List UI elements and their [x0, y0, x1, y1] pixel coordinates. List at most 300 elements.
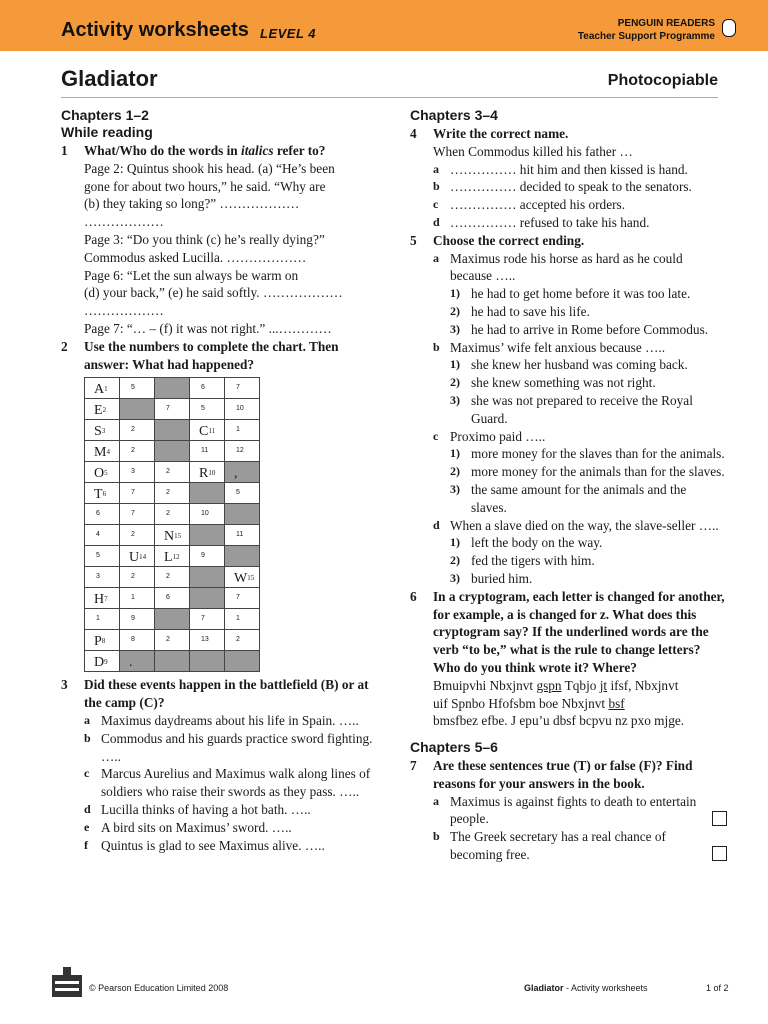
q1-line: Page 6: “Let the sun always be warm on [84, 267, 299, 283]
option-number: 3) [450, 321, 460, 336]
grid-number: 3 [96, 573, 100, 581]
grid-cell [120, 630, 155, 651]
grid-cell [120, 399, 155, 420]
grid-cell [225, 546, 260, 567]
item [433, 161, 725, 179]
option-number: 2) [450, 375, 460, 390]
item-letter: f [84, 837, 88, 852]
grid-cell [225, 441, 260, 462]
item [433, 214, 725, 232]
grid-number: 3 [131, 468, 135, 476]
question-5 [410, 232, 725, 588]
crypto-text: bmsfbez efbe. J epu’u dbsf bcpvu nz pxo mjge. [433, 713, 685, 729]
grid-number: 11 [236, 531, 244, 539]
grid-cell [225, 483, 260, 504]
grid-number: 2 [166, 489, 170, 497]
item [84, 765, 376, 801]
q1-lines [84, 160, 376, 338]
grid-letter-number: 15 [247, 574, 255, 583]
item [433, 178, 725, 196]
grid-row [85, 546, 260, 567]
answer-checkbox[interactable] [712, 811, 727, 826]
grid-cell [120, 420, 155, 441]
grid-cell [190, 525, 225, 546]
grid-cell [155, 546, 190, 567]
grid-number: 6 [96, 510, 100, 518]
publisher-line1: PENGUIN READERS [617, 18, 715, 29]
grid-cell [190, 378, 225, 399]
grid-number: 11 [201, 447, 209, 455]
grid-number: 10 [201, 510, 209, 518]
item [433, 196, 725, 214]
grid-cell [85, 420, 120, 441]
grid-cell [85, 588, 120, 609]
option-number: 3) [450, 392, 460, 407]
grid-cell [225, 525, 260, 546]
grid-letter: $H^7$ [94, 592, 108, 608]
crypto-text: Bmuipvhi Nbxjnvt [433, 677, 537, 693]
header-bar [0, 0, 768, 51]
question-6 [410, 588, 725, 730]
item-text: Maximus’ wife felt anxious because ….. [450, 339, 666, 355]
q5-items [433, 250, 725, 588]
item-letter: a [433, 250, 439, 265]
option-text: fed the tigers with him. [471, 553, 595, 569]
q1-text: What/Who do the words in [84, 143, 242, 158]
photocopiable-label: Photocopiable [607, 72, 718, 89]
grid-cell [155, 651, 190, 672]
option [450, 481, 725, 517]
question-number: 3 [61, 677, 68, 693]
grid-cell [155, 420, 190, 441]
grid-cell [155, 504, 190, 525]
grid-cell [155, 525, 190, 546]
option [450, 374, 725, 392]
item [84, 819, 376, 837]
grid-number: 2 [131, 531, 135, 539]
option-number: 3) [450, 570, 460, 585]
option-text: more money for the slaves than for the animals. [471, 446, 725, 462]
q1-line: (d) your back,” (e) he said softly. ……………… [84, 285, 343, 301]
option-number: 1) [450, 286, 460, 301]
grid-cell [120, 609, 155, 630]
grid-letter-number: 11 [208, 427, 216, 436]
grid-letter-number: 3 [101, 427, 106, 436]
page-number: 1 of 2 [706, 983, 729, 993]
grid-cell [155, 483, 190, 504]
cryptogram [433, 677, 725, 730]
grid-cell [120, 525, 155, 546]
item-letter: b [433, 829, 440, 844]
item-letter: a [84, 712, 90, 727]
item [433, 828, 725, 864]
item-text: When a slave died on the way, the slave-seller ….. [450, 517, 719, 533]
question-number: 5 [410, 232, 417, 248]
grid-number: 8 [131, 636, 135, 644]
grid-letter-number: 4 [106, 448, 110, 457]
question-text: Did these events happen in the battlefield (B) or at the camp (C)? [84, 677, 369, 711]
option-number: 2) [450, 553, 460, 568]
question-text: Write the correct name. [433, 126, 569, 141]
item-text: Commodus and his guards practice sword fighting. ….. [101, 730, 373, 764]
grid-letter-number: 12 [172, 553, 180, 562]
grid-letter: $E^2$ [94, 403, 107, 419]
option [450, 445, 725, 463]
q1-line: Page 3: “Do you think (c) he’s really dying?” [84, 231, 325, 247]
option [450, 285, 725, 303]
option-number: 3) [450, 481, 460, 496]
grid-cell [225, 399, 260, 420]
grid-cell [190, 420, 225, 441]
grid-row [85, 483, 260, 504]
item-letter: d [84, 801, 91, 816]
grid-number: 7 [166, 405, 170, 413]
grid-cell [155, 630, 190, 651]
grid-cell [190, 462, 225, 483]
q1-line: (b) they taking so long?” ……………… [84, 196, 300, 212]
question-text: Are these sentences true (T) or false (F)? Find reasons for your answers in the book. [433, 758, 693, 791]
question-3 [61, 676, 376, 854]
grid-cell [120, 483, 155, 504]
item [433, 517, 725, 588]
option-text: left the body on the way. [471, 535, 603, 551]
section-heading: Chapters 3–4 [410, 107, 498, 123]
grid-cell [120, 651, 155, 672]
section-heading: Chapters 5–6 [410, 739, 498, 756]
q4-intro: When Commodus killed his father … [433, 143, 633, 159]
item-text: The Greek secretary has a real chance of becoming free. [450, 829, 666, 863]
grid-number: 2 [131, 447, 135, 455]
item [433, 793, 725, 829]
option [450, 392, 725, 428]
left-column [61, 104, 376, 854]
q1-line: Page 7: “… – (f) it was not right.” ...………… [84, 320, 332, 336]
grid-cell [120, 441, 155, 462]
option [450, 570, 725, 588]
grid-number: 7 [236, 384, 240, 392]
item-letter: b [84, 730, 91, 745]
grid-number: 2 [131, 573, 135, 581]
item-text: …………… hit him and then kissed is hand. [450, 161, 688, 177]
q1-line: gone for about two hours,” he said. “Why are [84, 178, 326, 194]
grid-row [85, 651, 260, 672]
item-text: Maximus rode his horse as hard as he could because ….. [450, 250, 683, 284]
grid-cell [190, 441, 225, 462]
option-text: she knew something was not right. [471, 375, 656, 391]
grid-number: 4 [96, 531, 100, 539]
grid-number: 2 [166, 636, 170, 644]
question-1 [61, 142, 376, 338]
item-text: Maximus daydreams about his life in Spain. ….. [101, 712, 359, 728]
grid-row [85, 420, 260, 441]
grid-number: 5 [201, 405, 205, 413]
grid-cell [155, 378, 190, 399]
grid-mark: . [129, 655, 133, 671]
grid-number: 2 [166, 510, 170, 518]
grid-cell [190, 651, 225, 672]
grid-letter: $A^1$ [94, 382, 108, 398]
grid-number: 2 [166, 573, 170, 581]
grid-letter: $N^{15}$ [164, 529, 182, 545]
option-number: 2) [450, 464, 460, 479]
grid-cell [120, 504, 155, 525]
item-text: …………… accepted his orders. [450, 197, 626, 213]
grid-number: 10 [236, 405, 244, 413]
grid-cell [85, 441, 120, 462]
q1-line: Commodus asked Lucilla. ……………… [84, 249, 307, 265]
grid-letter: $S^3$ [94, 424, 106, 440]
grid-letter: $W^{15}$ [234, 571, 255, 587]
option-text: the same amount for the animals and the slaves. [471, 481, 687, 515]
grid-number: 5 [131, 384, 135, 392]
grid-letter: $P^8$ [94, 634, 106, 650]
grid-cell [190, 630, 225, 651]
option-number: 1) [450, 446, 460, 461]
grid-mark: , [234, 466, 238, 482]
grid-cell [155, 588, 190, 609]
option-text: he had to save his life. [471, 303, 590, 319]
grid-cell [85, 504, 120, 525]
question-number: 6 [410, 588, 417, 604]
item-text: Marcus Aurelius and Maximus walk along lines of soldiers who raise their swords as they pass. ….. [101, 766, 371, 800]
crypto-underlined: jt [599, 677, 608, 693]
grid-letter-number: 9 [104, 658, 108, 667]
grid-number: 1 [96, 615, 100, 623]
item [84, 712, 376, 730]
grid-cell [155, 399, 190, 420]
item [433, 339, 725, 428]
grid-letter: $R^{10}$ [199, 466, 216, 482]
grid-number: 2 [131, 426, 135, 434]
item-text: …………… refused to take his hand. [450, 214, 650, 230]
option [450, 303, 725, 321]
grid-cell [225, 630, 260, 651]
item-letter: b [433, 179, 440, 194]
question-7 [410, 757, 725, 864]
grid-number: 7 [131, 510, 135, 518]
section-heading: Chapters 1–2 [61, 107, 149, 123]
grid-letter-number: 14 [139, 553, 147, 562]
question-text [84, 143, 325, 158]
grid-letter-number: 2 [102, 406, 107, 415]
grid-row [85, 441, 260, 462]
grid-letter: $U^{14}$ [129, 550, 147, 566]
grid-cell [120, 588, 155, 609]
item-letter: c [433, 197, 439, 212]
grid-cell [190, 609, 225, 630]
grid-row [85, 630, 260, 651]
grid-letter: $D^9$ [94, 655, 108, 671]
grid-cell [85, 462, 120, 483]
grid-number: 12 [236, 447, 244, 455]
grid-letter-number: 10 [208, 469, 216, 478]
footer-doc-rest: - Activity worksheets [563, 983, 648, 993]
option-text: he had to get home before it was too late. [471, 286, 691, 302]
grid-number: 7 [131, 489, 135, 497]
grid-number: 5 [96, 552, 100, 560]
pearson-logo-icon [52, 967, 82, 997]
grid-cell [85, 483, 120, 504]
item-letter: d [433, 517, 440, 532]
grid-cell [190, 483, 225, 504]
grid-letter: $M^4$ [94, 445, 110, 461]
grid-cell [155, 609, 190, 630]
grid-number: 9 [131, 615, 135, 623]
grid-cell [155, 441, 190, 462]
item-text: …………… decided to speak to the senators. [450, 179, 692, 195]
grid-number: 6 [201, 384, 205, 392]
item-text: Lucilla thinks of having a hot bath. ….. [101, 801, 311, 817]
grid-cell [225, 420, 260, 441]
option [450, 552, 725, 570]
item-text: A bird sits on Maximus’ sword. ….. [101, 819, 292, 835]
grid-cell [225, 651, 260, 672]
grid-cell [225, 588, 260, 609]
item-text: Proximo paid ….. [450, 428, 546, 444]
grid-row [85, 588, 260, 609]
grid-cell [85, 378, 120, 399]
grid-cell [85, 609, 120, 630]
grid-row [85, 504, 260, 525]
q4-items [433, 161, 725, 232]
grid-letter-number: 7 [104, 595, 108, 604]
item-text: Quintus is glad to see Maximus alive. ….. [101, 837, 325, 853]
footer-doc-title: Gladiator [524, 983, 564, 993]
grid-number: 1 [236, 615, 240, 623]
grid-row [85, 378, 260, 399]
option-text: buried him. [471, 570, 533, 586]
grid-number: 2 [166, 468, 170, 476]
grid-cell [85, 399, 120, 420]
grid-letter: $C^{11}$ [199, 424, 216, 440]
grid-letter-number: 15 [174, 532, 182, 541]
level-label: LEVEL 4 [260, 26, 317, 41]
question-text: Choose the correct ending. [433, 232, 585, 248]
grid-number: 5 [236, 489, 240, 497]
option-number: 2) [450, 303, 460, 318]
q7-items [433, 793, 725, 864]
grid-letter-number: 8 [101, 637, 106, 646]
item [84, 730, 376, 766]
question-number: 4 [410, 126, 417, 141]
crypto-text: uif Spnbo Hfofsbm boe Nbxjnvt [433, 695, 609, 711]
grid-number: 7 [236, 594, 240, 602]
grid-cell [225, 504, 260, 525]
item-letter: a [433, 793, 439, 808]
option [450, 321, 725, 339]
item [84, 837, 376, 855]
crypto-text: ifsf, Nbxjnvt [607, 677, 679, 693]
number-chart [84, 377, 260, 672]
q1-italic: italics [241, 143, 274, 158]
divider [61, 97, 718, 98]
grid-letter: $T^6$ [94, 487, 107, 503]
option-text: he had to arrive in Rome before Commodus. [471, 321, 709, 337]
option-text: she knew her husband was coming back. [471, 357, 688, 373]
item [433, 250, 725, 339]
answer-checkbox[interactable] [712, 846, 727, 861]
q3-items [84, 712, 376, 854]
right-column [410, 104, 725, 864]
item-letter: c [84, 766, 90, 781]
item-letter: a [433, 161, 439, 176]
grid-cell [120, 378, 155, 399]
footer-doc [524, 983, 648, 993]
grid-number: 2 [236, 636, 240, 644]
item [84, 801, 376, 819]
question-number: 1 [61, 143, 68, 158]
option [450, 463, 725, 481]
grid-letter-number: 5 [104, 469, 108, 478]
grid-number: 6 [166, 594, 170, 602]
question-text: Use the numbers to complete the chart. Then answer: What had happened? [84, 338, 339, 372]
crypto-underlined: bsf [608, 695, 625, 711]
grid-number: 1 [236, 426, 240, 434]
grid-number: 7 [201, 615, 205, 623]
grid-row [85, 609, 260, 630]
doc-title: Gladiator [61, 66, 158, 91]
item-text: Maximus is against fights to death to entertain people. [450, 793, 697, 827]
grid-letter-number: 1 [104, 385, 108, 394]
crypto-text: Tqbjo [561, 677, 600, 693]
publisher-line2: Teacher Support Programme [577, 31, 715, 42]
option-text: she was not prepared to receive the Royal Guard. [471, 392, 693, 426]
worksheet-title: Activity worksheets [61, 19, 249, 41]
section-subheading: While reading [61, 124, 153, 140]
grid-letter: $O^5$ [94, 466, 108, 482]
grid-row [85, 567, 260, 588]
grid-cell [190, 567, 225, 588]
option-number: 1) [450, 535, 460, 550]
grid-cell [85, 525, 120, 546]
grid-cell [85, 546, 120, 567]
grid-cell [190, 399, 225, 420]
publisher [578, 17, 715, 43]
grid-cell [120, 567, 155, 588]
grid-letter-number: 6 [102, 490, 107, 499]
question-2 [61, 338, 376, 374]
penguin-logo-icon [722, 19, 736, 37]
grid-cell [155, 462, 190, 483]
question-4 [410, 125, 725, 232]
grid-cell [85, 651, 120, 672]
grid-cell [225, 462, 260, 483]
question-number: 2 [61, 338, 68, 354]
option-number: 1) [450, 357, 460, 372]
q1-text2: refer to? [273, 143, 326, 158]
q1-line: ……………… [84, 303, 164, 319]
item-letter: e [84, 819, 90, 834]
grid-row [85, 399, 260, 420]
question-text: In a cryptogram, each letter is changed for another, for example, a is changed for z. What does this cryptogram say? If the underlined words are the verb “to be,” what is the rule to change letters? Who do you think wrote it? Where? [433, 588, 725, 675]
item-letter: b [433, 339, 440, 354]
grid-row [85, 462, 260, 483]
copyright: © Pearson Education Limited 2008 [89, 983, 229, 993]
grid-cell [190, 588, 225, 609]
option [450, 356, 725, 374]
question-number: 7 [410, 758, 417, 774]
item-letter: d [433, 214, 440, 229]
grid-number: 1 [131, 594, 135, 602]
grid-cell [120, 462, 155, 483]
item [433, 428, 725, 517]
grid-row [85, 525, 260, 546]
grid-number: 13 [201, 636, 209, 644]
grid-cell [155, 567, 190, 588]
grid-cell [190, 504, 225, 525]
grid-cell [190, 546, 225, 567]
q1-line: ……………… [84, 214, 164, 230]
